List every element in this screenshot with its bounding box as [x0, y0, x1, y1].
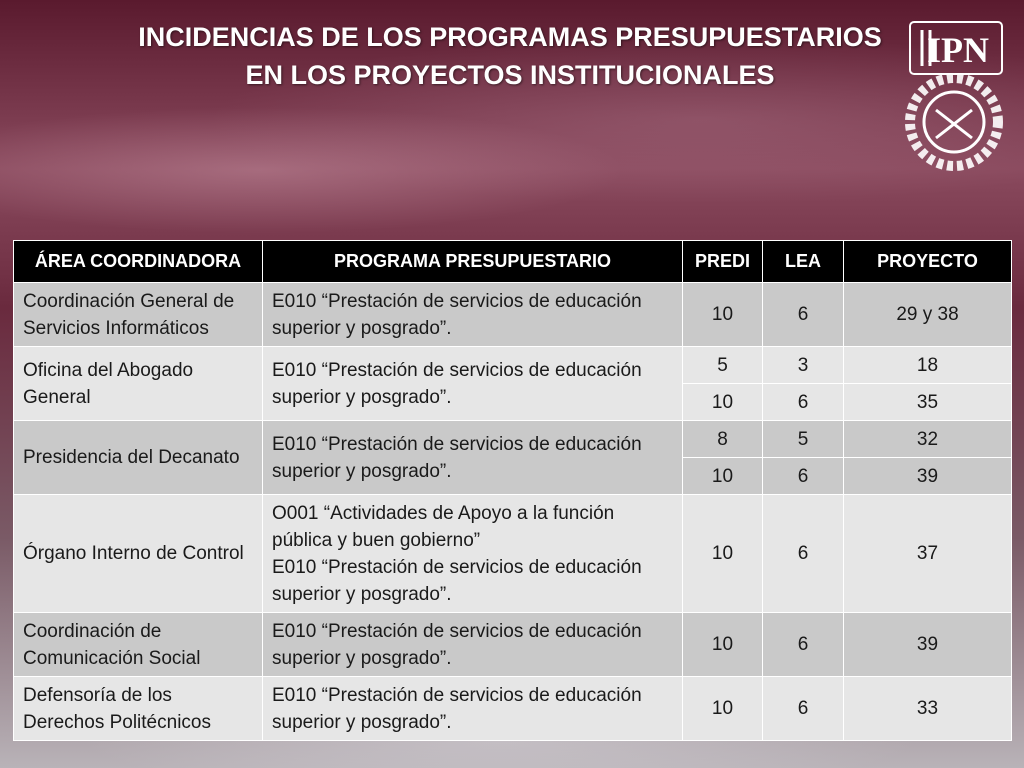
predi-cell: 10 — [683, 677, 763, 741]
programa-cell — [263, 677, 683, 741]
predi-cell: 10 — [683, 458, 763, 495]
predi-cell: 10 — [683, 384, 763, 421]
area-cell: Coordinación General de Servicios Informáticos — [14, 283, 263, 347]
table-row — [14, 613, 1012, 677]
area-cell: Presidencia del Decanato — [14, 421, 263, 495]
slide-title — [80, 18, 940, 94]
programa-text: E010 “Prestación de servicios de educación superior y posgrado”. — [272, 556, 642, 605]
programa-text: E010 “Prestación de servicios de educación superior y posgrado”. — [272, 620, 642, 669]
programa-text: E010 “Prestación de servicios de educación superior y posgrado”. — [272, 290, 642, 339]
lea-cell: 6 — [763, 384, 844, 421]
lea-cell: 5 — [763, 421, 844, 458]
lea-cell: 6 — [763, 495, 844, 613]
area-cell: Oficina del Abogado General — [14, 347, 263, 421]
ipn-logo — [896, 10, 1012, 180]
programa-text: E010 “Prestación de servicios de educación superior y posgrado”. — [272, 359, 642, 408]
title-line-2: EN LOS PROYECTOS INSTITUCIONALES — [245, 60, 775, 90]
predi-cell: 5 — [683, 347, 763, 384]
incidencias-table — [13, 240, 1012, 741]
table-row — [14, 421, 1012, 458]
lea-cell: 6 — [763, 458, 844, 495]
proyecto-cell: 18 — [844, 347, 1012, 384]
area-cell: Defensoría de los Derechos Politécnicos — [14, 677, 263, 741]
table-row — [14, 677, 1012, 741]
header-lea: LEA — [763, 241, 844, 283]
programa-text: E010 “Prestación de servicios de educación superior y posgrado”. — [272, 684, 642, 733]
header-predi: PREDI — [683, 241, 763, 283]
proyecto-cell: 37 — [844, 495, 1012, 613]
programa-cell — [263, 613, 683, 677]
proyecto-cell: 32 — [844, 421, 1012, 458]
title-line-1: INCIDENCIAS DE LOS PROGRAMAS PRESUPUESTARIOS — [138, 22, 882, 52]
programa-cell — [263, 347, 683, 421]
programa-cell — [263, 283, 683, 347]
predi-cell: 8 — [683, 421, 763, 458]
header-programa: PROGRAMA PRESUPUESTARIO — [263, 241, 683, 283]
area-cell: Órgano Interno de Control — [14, 495, 263, 613]
programa-cell — [263, 495, 683, 613]
lea-cell: 6 — [763, 613, 844, 677]
table-header-row — [14, 241, 1012, 283]
predi-cell: 10 — [683, 283, 763, 347]
table-row — [14, 283, 1012, 347]
table-row — [14, 347, 1012, 384]
programa-text: E010 “Prestación de servicios de educación superior y posgrado”. — [272, 433, 642, 482]
programa-cell — [263, 421, 683, 495]
proyecto-cell: 33 — [844, 677, 1012, 741]
proyecto-cell: 29 y 38 — [844, 283, 1012, 347]
header-proyecto: PROYECTO — [844, 241, 1012, 283]
proyecto-cell: 39 — [844, 613, 1012, 677]
table-row — [14, 495, 1012, 613]
lea-cell: 6 — [763, 283, 844, 347]
logo-text: IPN — [927, 30, 989, 70]
lea-cell: 3 — [763, 347, 844, 384]
programa-text: O001 “Actividades de Apoyo a la función pública y buen gobierno” — [272, 502, 615, 551]
proyecto-cell: 35 — [844, 384, 1012, 421]
predi-cell: 10 — [683, 613, 763, 677]
header-area: ÁREA COORDINADORA — [14, 241, 263, 283]
area-cell: Coordinación de Comunicación Social — [14, 613, 263, 677]
predi-cell: 10 — [683, 495, 763, 613]
proyecto-cell: 39 — [844, 458, 1012, 495]
lea-cell: 6 — [763, 677, 844, 741]
